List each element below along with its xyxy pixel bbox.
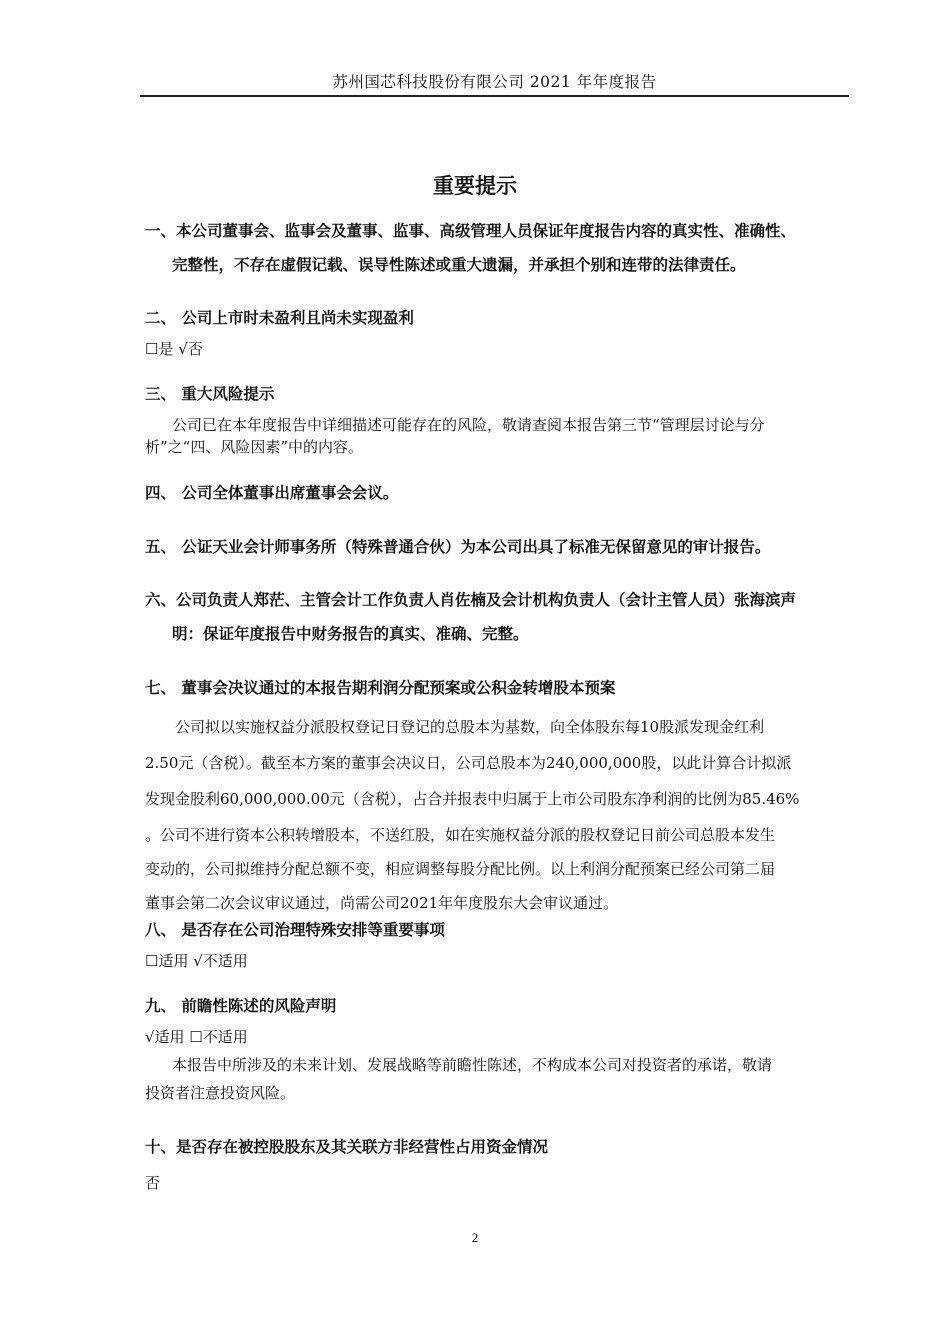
section-8-options: ☐适用 √不适用 [145, 952, 248, 970]
section-7-body-line: 公司拟以实施权益分派股权登记日登记的总股本为基数，向全体股东每10股派发现金红利 [175, 718, 765, 736]
section-7-body-line: 2.50元（含税）。截至本方案的董事会决议日，公司总股本为240,000,000股，以此计算合计拟派 [145, 754, 792, 772]
section-9-line-2: 投资者注意投资风险。 [145, 1084, 296, 1102]
header-divider [140, 95, 849, 97]
section-2-heading: 二、 公司上市时未盈利且尚未实现盈利 [145, 309, 414, 327]
page-number: 2 [471, 1230, 479, 1245]
section-5-heading: 五、 公证天业会计师事务所（特殊普通合伙）为本公司出具了标准无保留意见的审计报告。 [145, 538, 771, 556]
section-7-body-line: 发现金股利60,000,000.00元（含税），占合并报表中归属于上市公司股东净利润的比例为85.46% [145, 790, 800, 808]
section-3-line-1: 公司已在本年度报告中详细描述可能存在的风险，敬请查阅本报告第三节“管理层讨论与分 [172, 416, 765, 434]
section-3-line-2: 析”之“四、风险因素”中的内容。 [145, 438, 364, 456]
section-6-line-2: 明：保证年度报告中财务报告的真实、准确、完整。 [172, 625, 529, 643]
section-9-line-1: 本报告中所涉及的未来计划、发展战略等前瞻性陈述，不构成本公司对投资者的承诺，敬请 [172, 1056, 773, 1074]
section-7-body-line: 董事会第二次会议审议通过，尚需公司2021年年度股东大会审议通过。 [145, 894, 619, 912]
section-3-heading: 三、 重大风险提示 [145, 385, 275, 403]
section-7-body-line: 变动的，公司拟维持分配总额不变，相应调整每股分配比例。以上利润分配预案已经公司第二届 [145, 860, 776, 878]
section-8-heading: 八、 是否存在公司治理特殊安排等重要事项 [145, 921, 445, 939]
page-header: 苏州国芯科技股份有限公司 2021 年年度报告 [332, 73, 657, 91]
section-6-line-1: 六、公司负责人郑茫、主管会计工作负责人肖佐楠及会计机构负责人（会计主管人员）张海滨声 [145, 591, 797, 609]
section-9-heading: 九、 前瞻性陈述的风险声明 [145, 997, 337, 1015]
section-7-heading: 七、 董事会决议通过的本报告期利润分配预案或公积金转增股本预案 [145, 679, 616, 697]
section-1-line-1: 一、本公司董事会、监事会及董事、监事、高级管理人员保证年度报告内容的真实性、准确性、 [145, 222, 797, 240]
section-1-line-2: 完整性，不存在虚假记载、误导性陈述或重大遗漏，并承担个别和连带的法律责任。 [172, 256, 746, 274]
section-10-answer: 否 [145, 1174, 161, 1192]
document-title: 重要提示 [433, 174, 517, 198]
section-9-options: √适用 ☐不适用 [145, 1028, 248, 1046]
section-7-body-line: 。公司不进行资本公积转增股本，不送红股，如在实施权益分派的股权登记日前公司总股本发生 [145, 826, 776, 844]
section-2-options: ☐是 √否 [145, 340, 203, 358]
section-10-heading: 十、是否存在被控股股东及其关联方非经营性占用资金情况 [145, 1138, 549, 1156]
section-4-heading: 四、 公司全体董事出席董事会会议。 [145, 484, 399, 502]
